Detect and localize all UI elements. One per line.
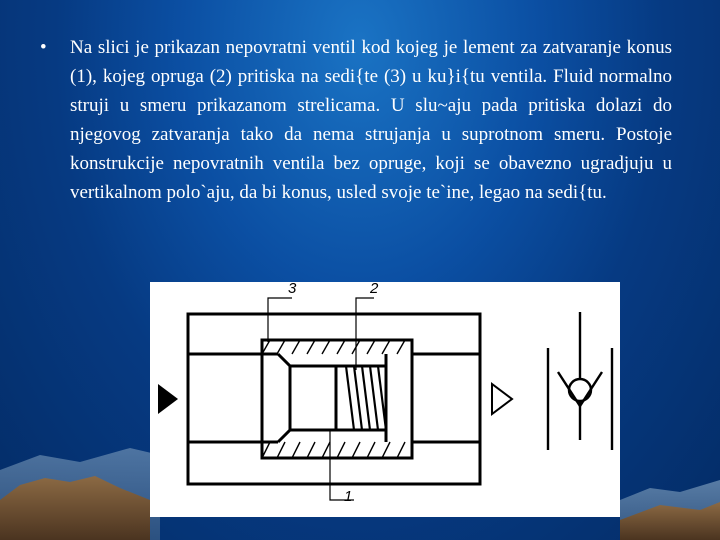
check-valve-symbol xyxy=(548,312,612,450)
bullet-paragraph xyxy=(40,33,672,207)
flow-inlet-arrow xyxy=(158,384,178,414)
bullet-icon: • xyxy=(40,37,47,58)
slide-body-text: Na slici je prikazan nepovratni ventil kod kojeg je lement za zatvaranje konus (1), kojeg opruga (2) pritiska na sedi{te (3) u ku}i{tu ventila. Fluid normalno struji u smeru prikazanom strelicama. U slu~aju pada pritiska dolazi do njegovog zatvaranja tako da nema strujanja u suprotnom smeru. Postoje konstrukcije nepovratnih ventila bez opruge, koji se obavezno ugradjuju u vertikalnom polo`aju, da bi konus, usled svoje te`ine, legao na sedi{tu. xyxy=(70,37,672,203)
callout-seat: 3 xyxy=(288,280,297,297)
check-valve-figure xyxy=(150,282,620,517)
spring-coils xyxy=(346,366,386,430)
callout-cone: 1 xyxy=(344,488,353,505)
flow-outlet-arrow xyxy=(492,384,512,414)
callout-spring: 2 xyxy=(370,280,379,297)
check-valve-drawing xyxy=(150,282,620,517)
